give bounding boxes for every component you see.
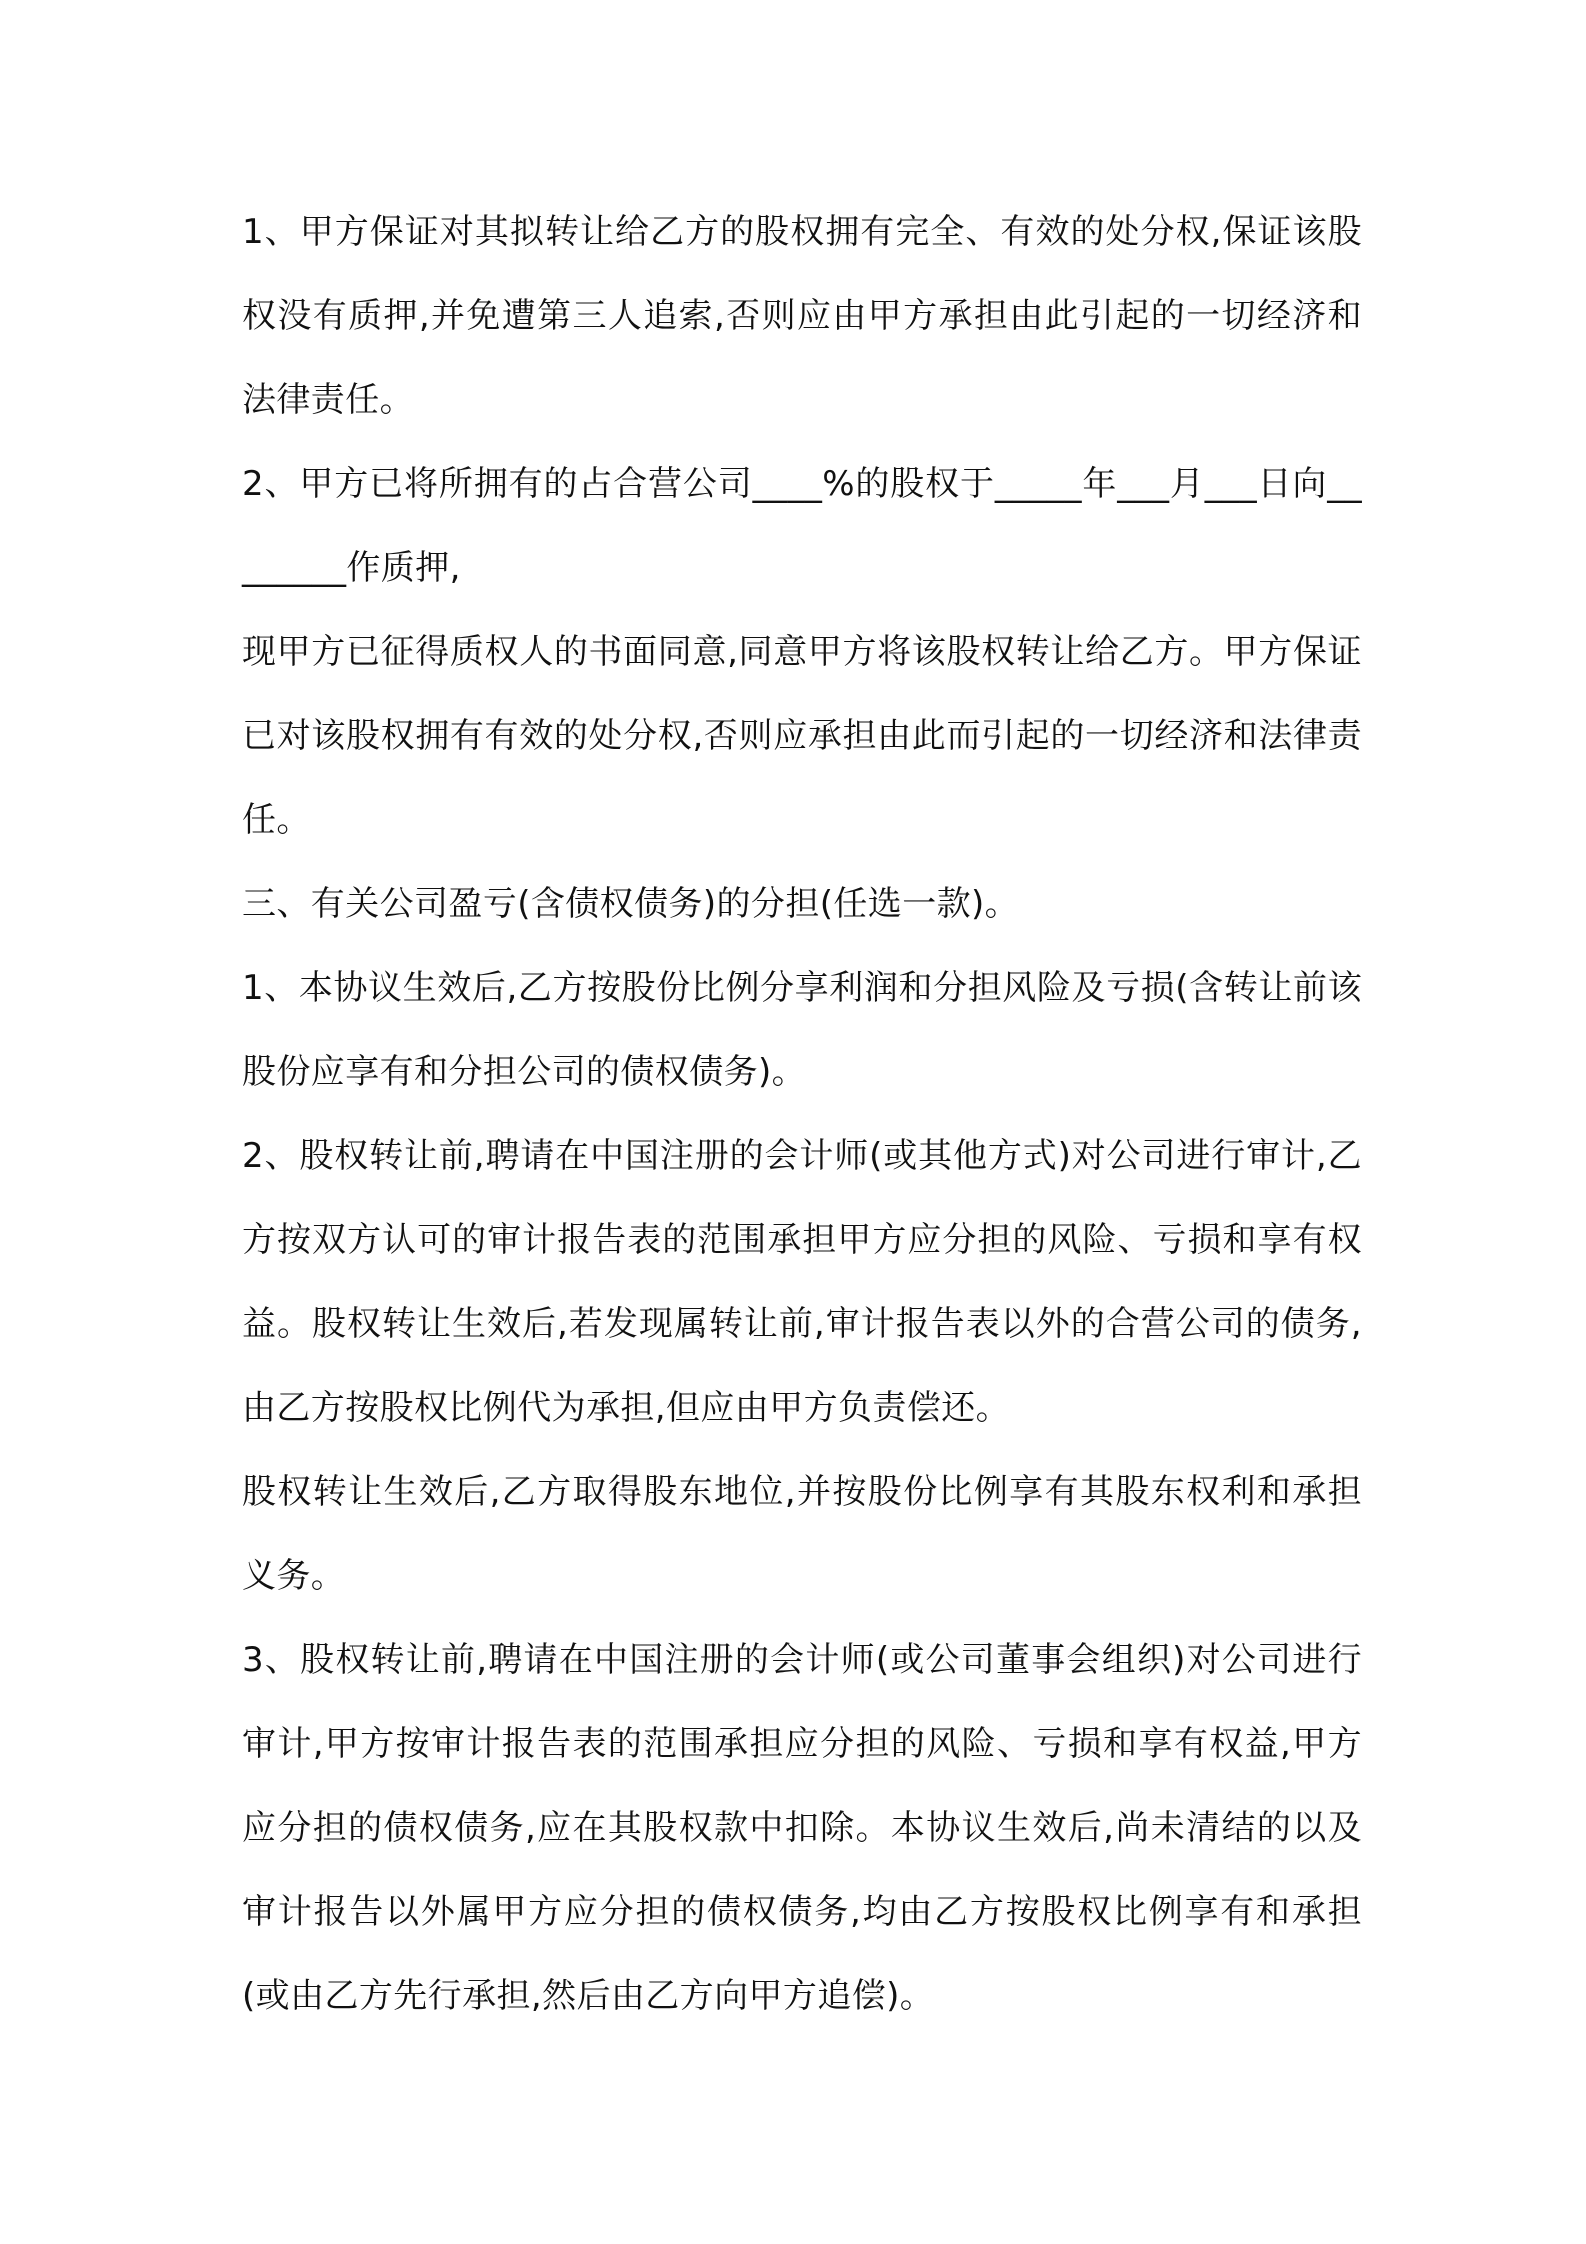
option-2-paragraph: 2、股权转让前,聘请在中国注册的会计师(或其他方式)对公司进行审计,乙方按双方认可的审计报告表的范围承担甲方应分担的风险、亏损和享有权益。股权转让生效后,若发现属转让前,审计报告表以外的合营公司的债务,由乙方按股权比例代为承担,但应由甲方负责偿还。 [242,1136,1362,1428]
option-1-paragraph: 1、本协议生效后,乙方按股份比例分享利润和分担风险及亏损(含转让前该股份应享有和分担公司的债权债务)。 [242,968,1362,1092]
pledge-consent-paragraph: 现甲方已征得质权人的书面同意,同意甲方将该股权转让给乙方。甲方保证已对该股权拥有有效的处分权,否则应承担由此而引起的一切经济和法律责任。 [242,632,1362,840]
document-body [242,190,1362,2038]
clause-1-paragraph: 1、甲方保证对其拟转让给乙方的股权拥有完全、有效的处分权,保证该股权没有质押,并免遭第三人追索,否则应由甲方承担由此引起的一切经济和法律责任。 [242,212,1362,420]
shareholder-rights-paragraph: 股权转让生效后,乙方取得股东地位,并按股份比例享有其股东权利和承担义务。 [242,1472,1362,1596]
clause-2-paragraph: 2、甲方已将所拥有的占合营公司____%的股权于_____年___月___日向________作质押, [242,464,1362,588]
section-3-heading: 三、有关公司盈亏(含债权债务)的分担(任选一款)。 [242,884,1020,924]
option-3-paragraph: 3、股权转让前,聘请在中国注册的会计师(或公司董事会组织)对公司进行审计,甲方按审计报告表的范围承担应分担的风险、亏损和享有权益,甲方应分担的债权债务,应在其股权款中扣除。本协议生效后,尚未清结的以及审计报告以外属甲方应分担的债权债务,均由乙方按股权比例享有和承担(或由乙方先行承担,然后由乙方向甲方追偿)。 [242,1640,1362,2016]
